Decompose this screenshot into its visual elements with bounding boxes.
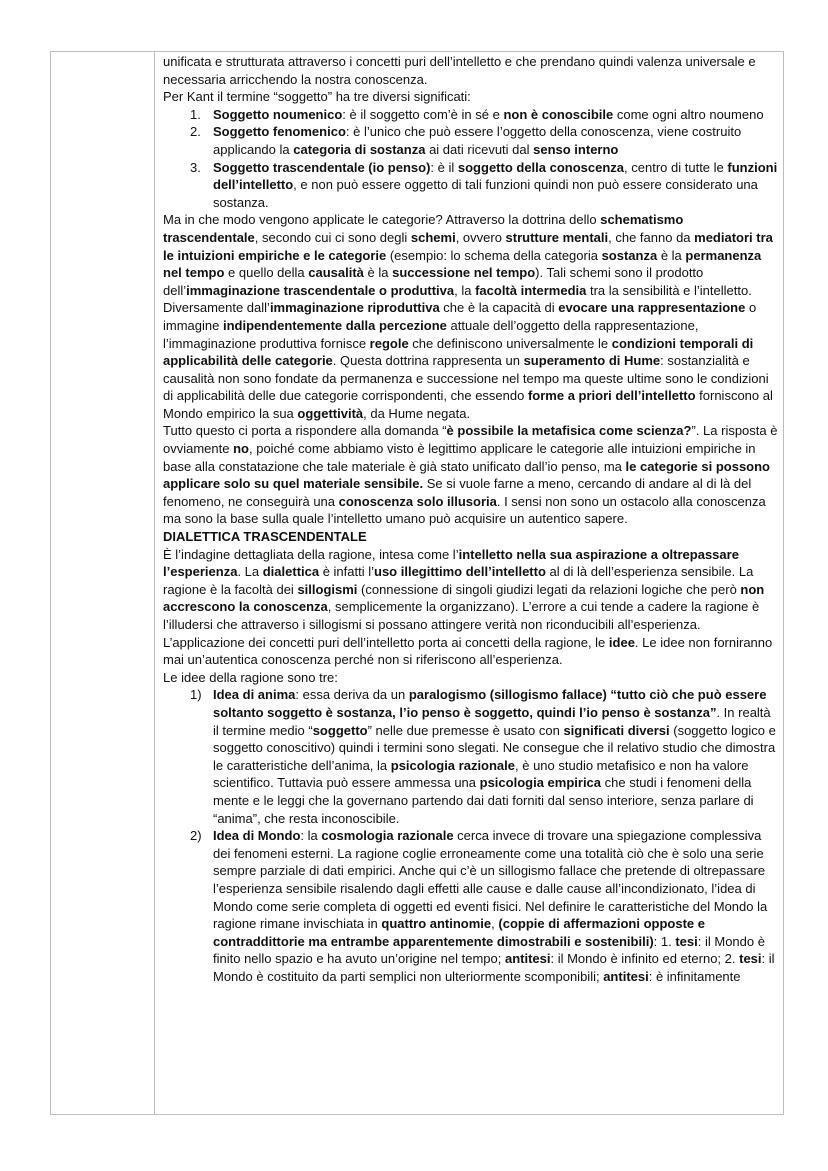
soggetto-intro: Per Kant il termine “soggetto” ha tre diversi significati:	[163, 89, 471, 105]
ideas-list	[163, 686, 779, 985]
list-item: 2) Idea di Mondo: la cosmologia razionale cerca invece di trovare una spiegazione complessiva dei fenomeni esterni. La ragione coglie erroneamente come una totalità ciò che è solo una serie sempre parziale di dati empirici. Anche qui c’è un sillogismo fallace che pretende di oltrepassare l’esperienza sensibile risalendo dagli effetti alle cause e dalle cause all’incondizionato, l’idea di Mondo come serie completa di oggetti ed eventi fisici. Nel definire le caratteristiche del Mondo la ragione rimane invischiata in quattro antinomie, (coppie di affermazioni opposte e contraddittorie ma entrambe apparentemente dimostrabili e sostenibili): 1. tesi: il Mondo è finito nello spazio e ha avuto un’origine nel tempo; antitesi: il Mondo è infinito ed eterno; 2. tesi: il Mondo è costituito da parti semplici non ulteriormente scomponibili; antitesi: è infinitamente	[190, 828, 775, 984]
intro-paragraph: unificata e strutturata attraverso i concetti puri dell’intelletto e che prendano quindi valenza universale e necessaria arricchendo la nostra conoscenza.	[163, 54, 756, 87]
document-table	[50, 51, 784, 1115]
metafisica-paragraph: Tutto questo ci porta a rispondere alla domanda “è possibile la metafisica come scienza?”. La risposta è ovviamente no, poiché come abbiamo visto è legittimo applicare le categorie alle intuizioni empiriche in base alla constatazione che tale materiale è già stato unificato dall’io penso, ma le categorie si possono applicare solo su quel materiale sensibile. Se si vuole farne a meno, cercando di andare al di là del fenomeno, ne conseguirà una conoscenza solo illusoria. I sensi non sono un ostacolo alla conoscenza ma sono la base sulla quale l’intelletto umano può acquisire un autentico sapere.	[163, 423, 778, 527]
ideas-intro: Le idee della ragione sono tre:	[163, 669, 338, 685]
list-item: 1. Soggetto noumenico: è il soggetto com’è in sé e non è conoscibile come ogni altro noumeno	[190, 106, 764, 122]
list-item: 1) Idea di anima: essa deriva da un paralogismo (sillogismo fallace) “tutto ciò che può essere soltanto soggetto è sostanza, l’io penso è soggetto, quindi l’io penso è sostanza”. In realtà il termine medio “soggetto” nelle due premesse è usato con significati diversi (soggetto logico e soggetto conoscitivo) quindi i termini sono slegati. Ne consegue che il relativo studio che dimostra le caratteristiche dell’anima, la psicologia razionale, è uno studio metafisico e non ha valore scientifico. Tuttavia può essere ammessa una psicologia empirica che studi i fenomeni della mente e le leggi che la governano partendo dai dati forniti dal senso interiore, senza parlare di “anima”, che resta inconoscibile.	[190, 687, 776, 826]
list-item: 2. Soggetto fenomenico: è l’unico che può essere l’oggetto della conoscenza, viene costruito applicando la categoria di sostanza ai dati ricevuti dal senso interno	[190, 124, 742, 157]
list-item: 3. Soggetto trascendentale (io penso): è il soggetto della conoscenza, centro di tutte le funzioni dell’intelletto, e non può essere oggetto di tali funzioni quindi non può essere considerato una sostanza.	[190, 159, 778, 210]
section-heading: DIALETTICA TRASCENDENTALE	[163, 529, 367, 545]
soggetto-list	[163, 106, 779, 212]
table-left-column	[51, 52, 155, 1114]
dialettica-paragraph: È l’indagine dettagliata della ragione, intesa come l’intelletto nella sua aspirazione a oltrepassare l’esperienza. La dialettica è infatti l’uso illegittimo dell’intelletto al di là dell’esperienza sensibile. La ragione è la facoltà dei sillogismi (connessione di singoli giudizi legati da relazioni logiche che però non accrescono la conoscenza, semplicemente la organizzano). L’errore a cui tende a cadere la ragione è l’illudersi che attraverso i sillogismi si possano attingere verità non riconducibili all’esperienza. L’applicazione dei concetti puri dell’intelletto porta ai concetti della ragione, le idee. Le idee non forniranno mai un’autentica conoscenza perché non si riferiscono all’esperienza.	[163, 546, 773, 668]
document-content	[163, 53, 779, 985]
schematismo-paragraph: Ma in che modo vengono applicate le categorie? Attraverso la dottrina dello schematismo trascendentale, secondo cui ci sono degli schemi, ovvero strutture mentali, che fanno da mediatori tra le intuizioni empiriche e le categorie (esempio: lo schema della categoria sostanza è la permanenza nel tempo e quello della causalità è la successione nel tempo). Tali schemi sono il prodotto dell’immaginazione trascendentale o produttiva, la facoltà intermedia tra la sensibilità e l’intelletto. Diversamente dall’immaginazione riproduttiva che è la capacità di evocare una rappresentazione o immagine indipendentemente dalla percezione attuale dell’oggetto della rappresentazione, l’immaginazione produttiva fornisce regole che definiscono universalmente le condizioni temporali di applicabilità delle categorie. Questa dottrina rappresenta un superamento di Hume: sostanzialità e causalità non sono fondate da permanenza e successione nel tempo ma queste ultime sono le condizioni di applicabilità delle due categorie corrispondenti, che essendo forme a priori dell’intelletto forniscono al Mondo empirico la sua oggettività, da Hume negata.	[163, 212, 773, 421]
